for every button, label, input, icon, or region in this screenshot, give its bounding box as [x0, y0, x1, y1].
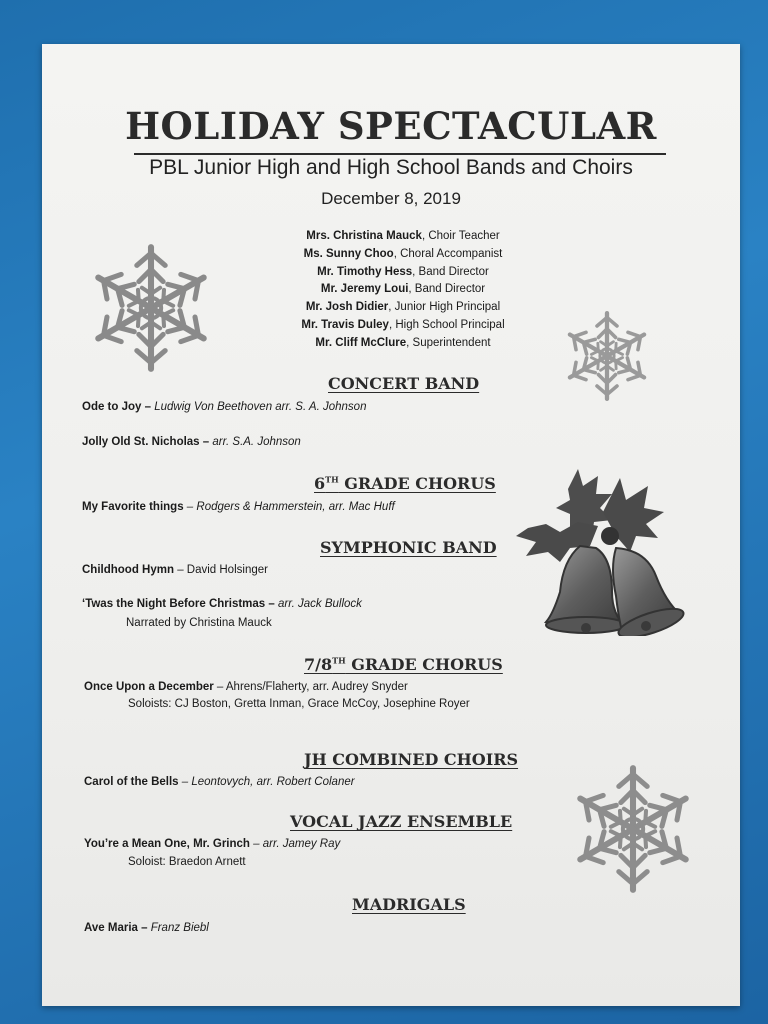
staff-entry: Mr. Timothy Hess, Band Director	[317, 265, 489, 278]
section-title-vocal-jazz-ensemble: VOCAL JAZZ ENSEMBLE	[290, 812, 513, 831]
program-item: Carol of the Bells – Leontovych, arr. Robert Colaner	[84, 776, 355, 788]
program-item: My Favorite things – Rodgers & Hammerstein, arr. Mac Huff	[82, 501, 395, 513]
section-title-symphonic-band: SYMPHONIC BAND	[320, 538, 497, 557]
program-item: You’re a Mean One, Mr. Grinch – arr. Jamey Ray	[84, 838, 341, 850]
section-title-concert-band: CONCERT BAND	[328, 374, 480, 393]
program-item: Ave Maria – Franz Biebl	[84, 922, 209, 934]
program-item: ‘Twas the Night Before Christmas – arr. Jack Bullock	[82, 598, 362, 610]
program-item-note: Soloist: Braedon Arnett	[128, 856, 246, 868]
program-item: Once Upon a December – Ahrens/Flaherty, arr. Audrey Snyder	[84, 681, 408, 693]
snowflake-icon	[80, 237, 222, 379]
program-sheet	[42, 44, 740, 1006]
program-item-note: Soloists: CJ Boston, Gretta Inman, Grace McCoy, Josephine Royer	[128, 698, 470, 710]
staff-entry: Mrs. Christina Mauck, Choir Teacher	[306, 230, 500, 242]
snowflake-icon	[562, 758, 704, 900]
program-item: Childhood Hymn – David Holsinger	[82, 564, 268, 576]
section-title-madrigals: MADRIGALS	[352, 895, 466, 914]
staff-entry: Mr. Cliff McClure, Superintendent	[315, 336, 491, 349]
program-item: Ode to Joy – Ludwig Von Beethoven arr. S. A. Johnson	[82, 401, 367, 413]
holly-bells-icon	[508, 464, 698, 636]
event-date: December 8, 2019	[321, 189, 461, 208]
snowflake-icon	[557, 306, 657, 406]
staff-entry: Mr. Josh Didier, Junior High Principal	[305, 301, 501, 314]
program-item-note: Narrated by Christina Mauck	[126, 617, 272, 629]
staff-entry: Ms. Sunny Choo, Choral Accompanist	[303, 247, 503, 260]
page-title: HOLIDAY SPECTACULAR	[125, 104, 657, 148]
section-title-6th-grade-chorus: 6TH GRADE CHORUS	[314, 474, 496, 493]
page-subtitle: PBL Junior High and High School Bands and Choirs	[149, 156, 633, 179]
title-underline	[134, 153, 666, 155]
staff-entry: Mr. Travis Duley, High School Principal	[301, 318, 505, 331]
staff-entry: Mr. Jeremy Loui, Band Director	[320, 283, 486, 296]
section-title-7-8th-grade-chorus: 7/8TH GRADE CHORUS	[304, 655, 503, 674]
section-title-jh-combined-choirs: JH COMBINED CHOIRS	[304, 750, 519, 769]
staff-list	[242, 228, 564, 353]
program-item: Jolly Old St. Nicholas – arr. S.A. Johnson	[82, 436, 301, 448]
